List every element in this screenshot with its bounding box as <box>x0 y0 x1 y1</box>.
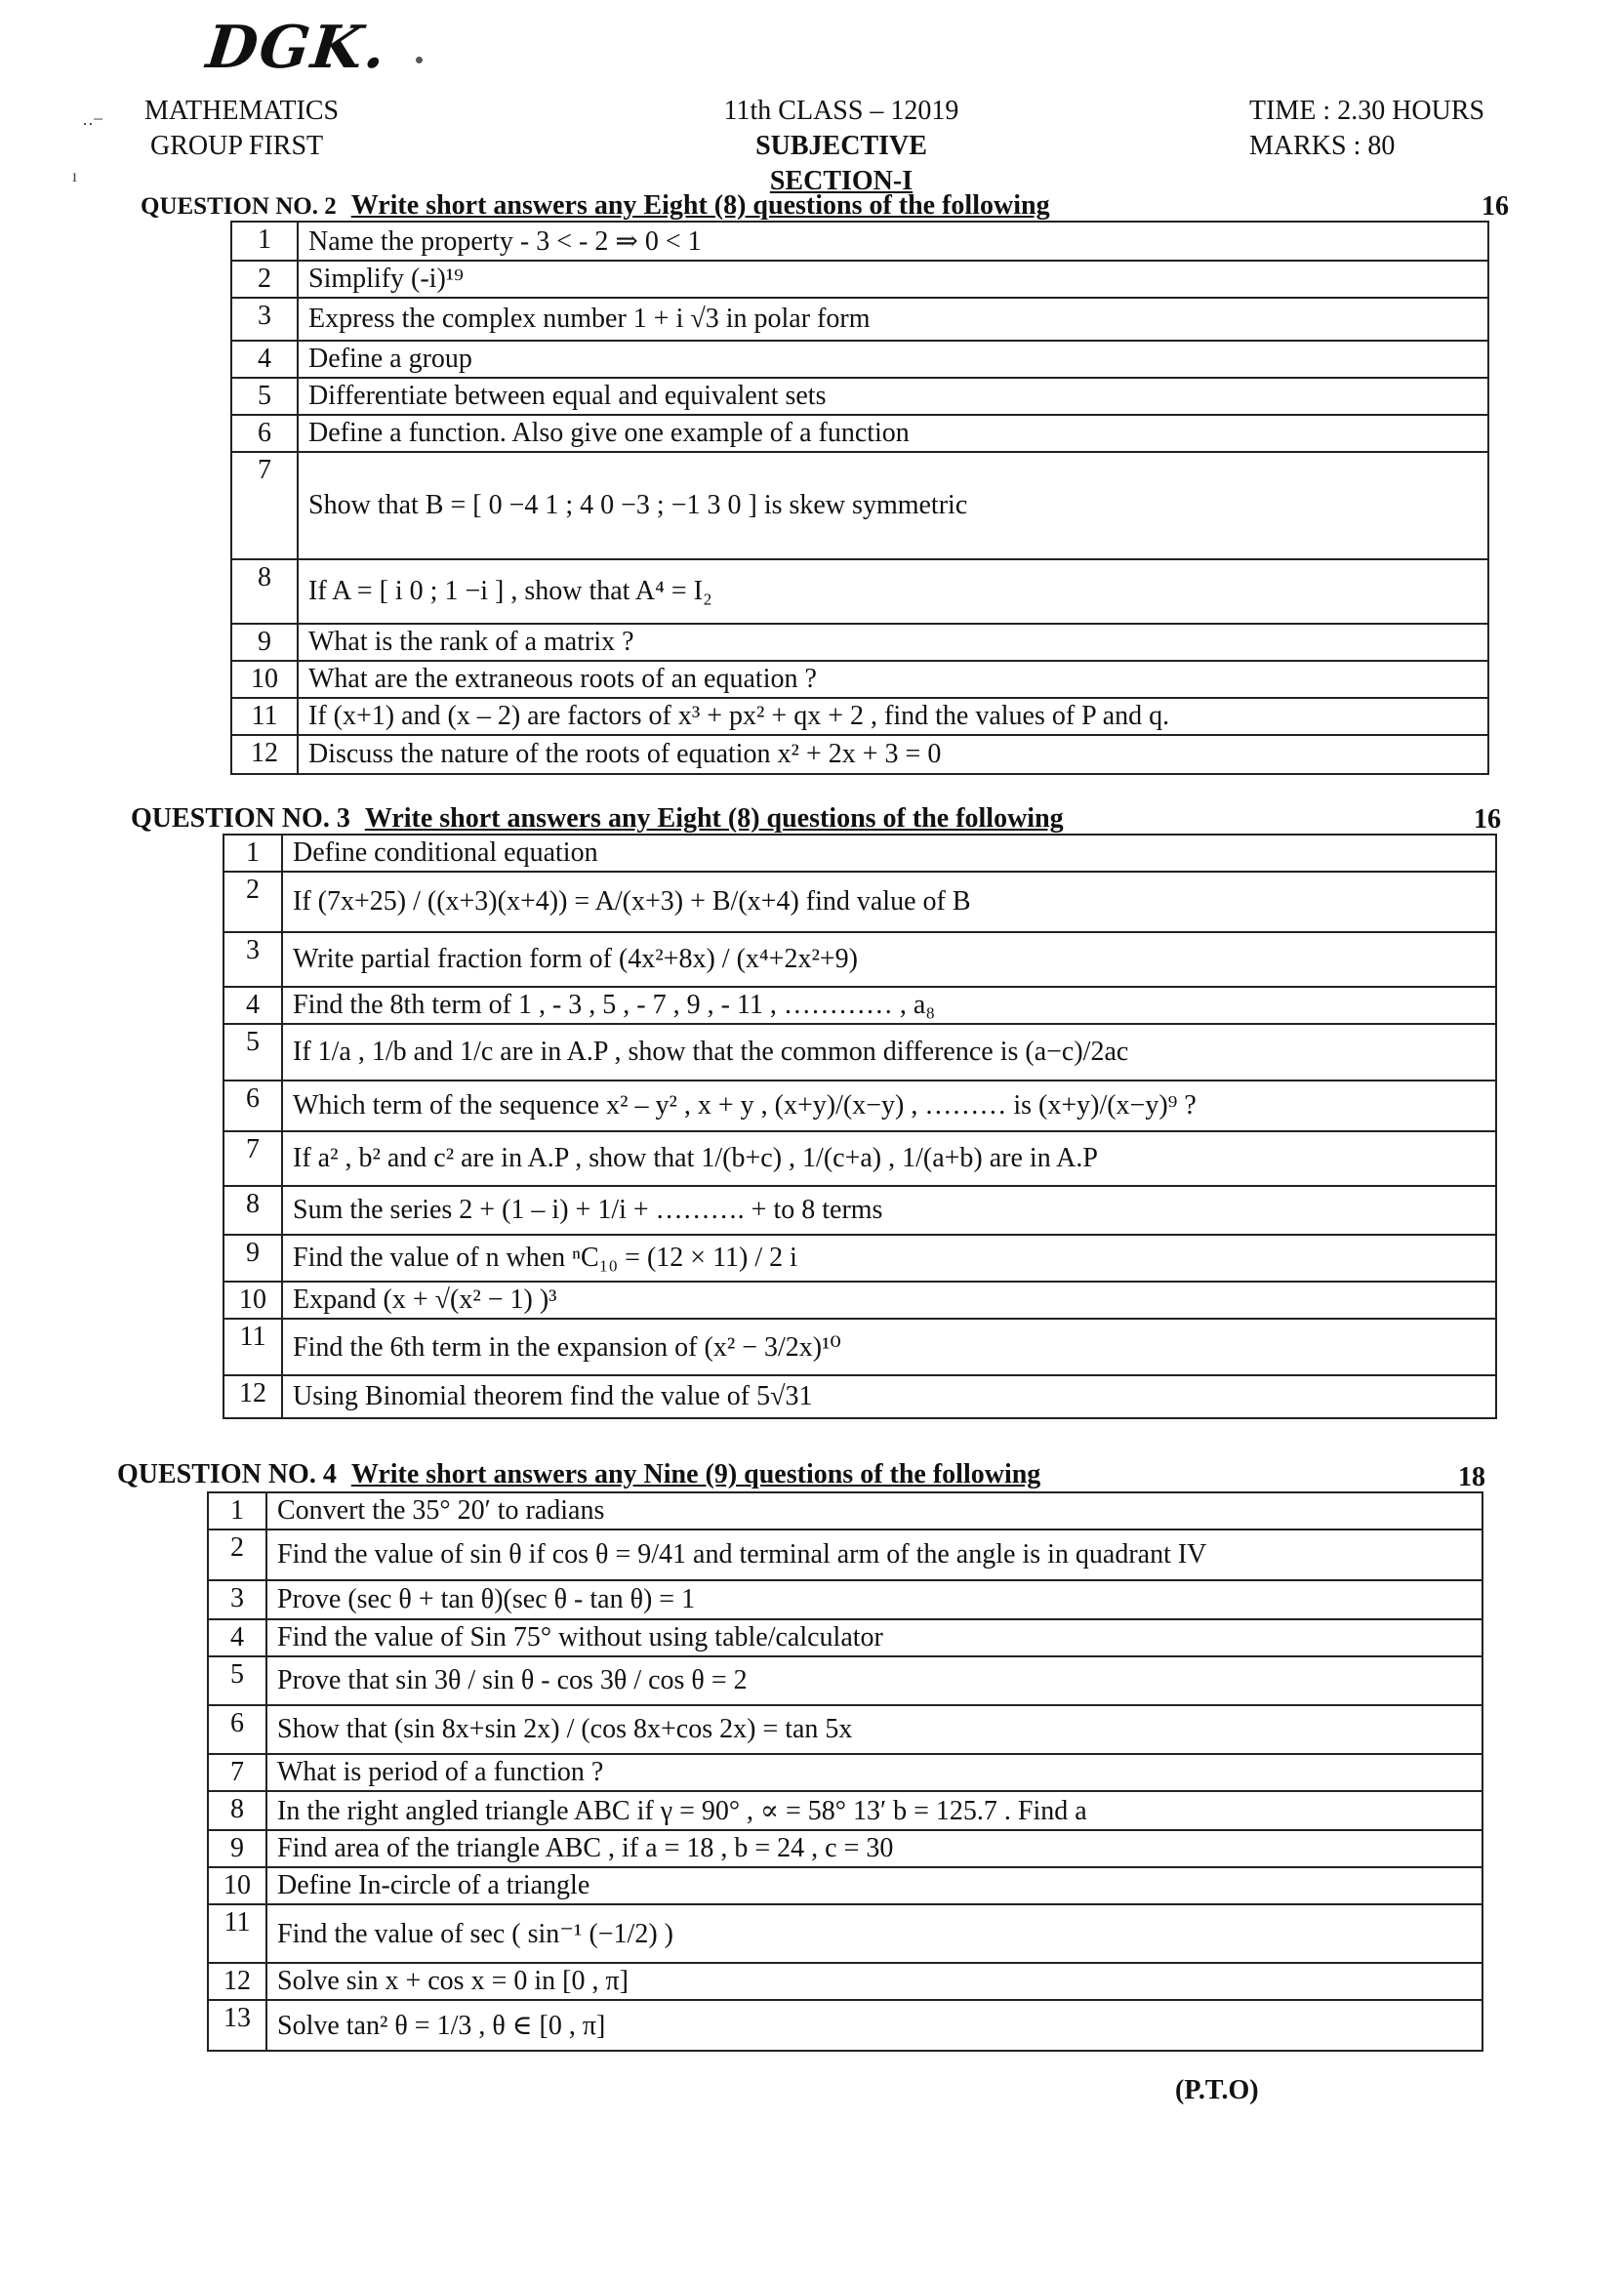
question-number: 8 <box>223 1186 282 1235</box>
question-number: 4 <box>208 1619 266 1656</box>
question-label: QUESTION NO. 2 <box>141 193 337 220</box>
question-number: 4 <box>223 987 282 1024</box>
question-instruction: Write short answers any Eight (8) questions of the following <box>364 803 1064 834</box>
question-row <box>231 624 1488 661</box>
question-text: Prove (sec θ + tan θ)(sec θ - tan θ) = 1 <box>266 1580 1482 1619</box>
question-text: Define a function. Also give one example of a function <box>298 415 1488 452</box>
question-number: 10 <box>223 1282 282 1319</box>
school-logo: DGK. <box>203 14 390 82</box>
question-number: 9 <box>208 1830 266 1867</box>
question-number: 5 <box>208 1656 266 1705</box>
question-number: 2 <box>231 261 298 298</box>
question-number: 12 <box>223 1375 282 1418</box>
question-number: 6 <box>208 1705 266 1754</box>
question-number: 12 <box>231 735 298 774</box>
question-text: Find area of the triangle ABC , if a = 18 , b = 24 , c = 30 <box>266 1830 1482 1867</box>
time-label: TIME : 2.30 HOURS <box>1249 96 1485 126</box>
margin-mark: ‥ ̶ <box>82 109 99 129</box>
question-text: Write partial fraction form of (4x²+8x) / (x⁴+2x²+9) <box>282 932 1496 987</box>
question-number: 1 <box>208 1492 266 1529</box>
question-text: Using Binomial theorem find the value of 5√31 <box>282 1375 1496 1418</box>
question-row <box>231 261 1488 298</box>
question-number: 6 <box>223 1081 282 1131</box>
question-label: QUESTION NO. 4 <box>117 1459 337 1489</box>
question-text: Find the 8th term of 1 , - 3 , 5 , - 7 , 9 , - 11 , ………… , a₈ <box>282 987 1496 1024</box>
question-number: 8 <box>231 559 298 624</box>
question-text: Find the 6th term in the expansion of (x² − 3/2x)¹⁰ <box>282 1319 1496 1375</box>
question-row <box>208 1830 1482 1867</box>
question-text: Prove that sin 3θ / sin θ - cos 3θ / cos θ = 2 <box>266 1656 1482 1705</box>
question-3-heading <box>131 802 1064 836</box>
question-number: 5 <box>223 1024 282 1081</box>
question-number: 7 <box>208 1754 266 1791</box>
question-number: 3 <box>223 932 282 987</box>
question-row <box>223 1186 1496 1235</box>
question-row <box>231 661 1488 698</box>
question-text: If (x+1) and (x – 2) are factors of x³ + px² + qx + 2 , find the values of P and q. <box>298 698 1488 735</box>
question-row <box>208 1656 1482 1705</box>
question-text: Define In-circle of a triangle <box>266 1867 1482 1904</box>
question-row <box>208 1529 1482 1580</box>
question-text: If (7x+25) / ((x+3)(x+4)) = A/(x+3) + B/(x+4) find value of B <box>282 872 1496 932</box>
question-number: 13 <box>208 2000 266 2051</box>
question-text: If 1/a , 1/b and 1/c are in A.P , show that the common difference is (a−c)/2ac <box>282 1024 1496 1081</box>
question-4-heading <box>117 1458 1040 1491</box>
question-text: What is the rank of a matrix ? <box>298 624 1488 661</box>
question-number: 6 <box>231 415 298 452</box>
question-number: 11 <box>208 1904 266 1963</box>
question-row <box>223 932 1496 987</box>
question-number: 11 <box>223 1319 282 1375</box>
question-number: 12 <box>208 1963 266 2000</box>
question-marks: 16 <box>1474 804 1501 835</box>
question-text: Expand (x + √(x² − 1) )³ <box>282 1282 1496 1319</box>
question-text: Simplify (-i)¹⁹ <box>298 261 1488 298</box>
question-row <box>231 378 1488 415</box>
question-marks: 16 <box>1482 191 1509 222</box>
question-number: 9 <box>223 1235 282 1282</box>
question-number: 1 <box>231 222 298 261</box>
question-number: 11 <box>231 698 298 735</box>
question-number: 10 <box>208 1867 266 1904</box>
scan-speck <box>416 57 423 63</box>
question-text: In the right angled triangle ABC if γ = 90° , ∝ = 58° 13′ b = 125.7 . Find a <box>266 1791 1482 1830</box>
question-row <box>208 1492 1482 1529</box>
question-number: 4 <box>231 341 298 378</box>
question-instruction: Write short answers any Eight (8) questions of the following <box>350 190 1050 221</box>
header-right <box>1249 94 1484 164</box>
question-row <box>208 1754 1482 1791</box>
question-text: Solve sin x + cos x = 0 in [0 , π] <box>266 1963 1482 2000</box>
question-number: 10 <box>231 661 298 698</box>
question-text: If a² , b² and c² are in A.P , show that 1/(b+c) , 1/(c+a) , 1/(a+b) are in A.P <box>282 1131 1496 1186</box>
question-text: Express the complex number 1 + i √3 in polar form <box>298 298 1488 341</box>
subject-label: MATHEMATICS <box>144 96 340 126</box>
question-row <box>231 341 1488 378</box>
question-text: Show that (sin 8x+sin 2x) / (cos 8x+cos 2x) = tan 5x <box>266 1705 1482 1754</box>
class-label: 11th CLASS – 12019 <box>723 96 959 126</box>
header-center <box>705 94 978 199</box>
question-number: 5 <box>231 378 298 415</box>
question-row <box>208 1580 1482 1619</box>
paper-type-label: SUBJECTIVE <box>755 131 927 161</box>
question-label: QUESTION NO. 3 <box>131 803 350 834</box>
question-marks: 18 <box>1458 1462 1485 1492</box>
question-instruction: Write short answers any Nine (9) questions of the following <box>350 1459 1041 1489</box>
question-text: Find the value of sin θ if cos θ = 9/41 and terminal arm of the angle is in quadrant IV <box>266 1529 1482 1580</box>
question-text: Convert the 35° 20′ to radians <box>266 1492 1482 1529</box>
question-text: Discuss the nature of the roots of equation x² + 2x + 3 = 0 <box>298 735 1488 774</box>
question-2-heading <box>141 189 1050 224</box>
question-row <box>223 1319 1496 1375</box>
margin-mark: ı <box>72 166 78 185</box>
question-row <box>231 452 1488 559</box>
question-number: 8 <box>208 1791 266 1830</box>
question-number: 3 <box>231 298 298 341</box>
question-text: What is period of a function ? <box>266 1754 1482 1791</box>
question-row <box>231 735 1488 774</box>
question-text: Which term of the sequence x² – y² , x + y , (x+y)/(x−y) , ……… is (x+y)/(x−y)⁹ ? <box>282 1081 1496 1131</box>
question-row <box>223 1131 1496 1186</box>
question-number: 7 <box>231 452 298 559</box>
question-text: If A = [ i 0 ; 1 −i ] , show that A⁴ = I₂ <box>298 559 1488 624</box>
question-text: Solve tan² θ = 1/3 , θ ∈ [0 , π] <box>266 2000 1482 2051</box>
question-text: Define a group <box>298 341 1488 378</box>
question-text: Show that B = [ 0 −4 1 ; 4 0 −3 ; −1 3 0 ] is skew symmetric <box>298 452 1488 559</box>
question-text: Find the value of sec ( sin⁻¹ (−1/2) ) <box>266 1904 1482 1963</box>
question-row <box>208 1963 1482 2000</box>
question-row <box>223 1235 1496 1282</box>
question-row <box>208 1619 1482 1656</box>
question-text: Define conditional equation <box>282 835 1496 872</box>
question-row <box>223 1081 1496 1131</box>
question-text: What are the extraneous roots of an equation ? <box>298 661 1488 698</box>
question-2-table <box>230 221 1489 775</box>
question-row <box>208 1705 1482 1754</box>
question-row <box>223 1024 1496 1081</box>
question-number: 2 <box>223 872 282 932</box>
question-number: 1 <box>223 835 282 872</box>
question-row <box>223 835 1496 872</box>
question-number: 3 <box>208 1580 266 1619</box>
question-row <box>223 987 1496 1024</box>
question-row <box>231 222 1488 261</box>
question-row <box>208 1791 1482 1830</box>
question-row <box>223 872 1496 932</box>
section-label: SECTION-I <box>769 166 914 196</box>
question-3-table <box>223 834 1497 1419</box>
question-number: 9 <box>231 624 298 661</box>
question-row <box>223 1375 1496 1418</box>
question-row <box>231 559 1488 624</box>
group-label: GROUP FIRST <box>150 131 324 161</box>
question-text: Differentiate between equal and equivalent sets <box>298 378 1488 415</box>
question-number: 7 <box>223 1131 282 1186</box>
question-row <box>231 698 1488 735</box>
question-row <box>231 298 1488 341</box>
question-number: 2 <box>208 1529 266 1580</box>
question-row <box>223 1282 1496 1319</box>
header-left <box>144 94 339 164</box>
question-4-table <box>207 1491 1483 2052</box>
question-text: Name the property - 3 < - 2 ⇒ 0 < 1 <box>298 222 1488 261</box>
question-text: Find the value of Sin 75° without using table/calculator <box>266 1619 1482 1656</box>
question-row <box>208 1867 1482 1904</box>
question-row <box>231 415 1488 452</box>
question-text: Sum the series 2 + (1 – i) + 1/i + ………. + to 8 terms <box>282 1186 1496 1235</box>
question-row <box>208 2000 1482 2051</box>
question-row <box>208 1904 1482 1963</box>
marks-label: MARKS : 80 <box>1249 131 1396 161</box>
page-turn-over: (P.T.O) <box>1175 2075 1259 2105</box>
question-text: Find the value of n when ⁿC₁₀ = (12 × 11) / 2 i <box>282 1235 1496 1282</box>
